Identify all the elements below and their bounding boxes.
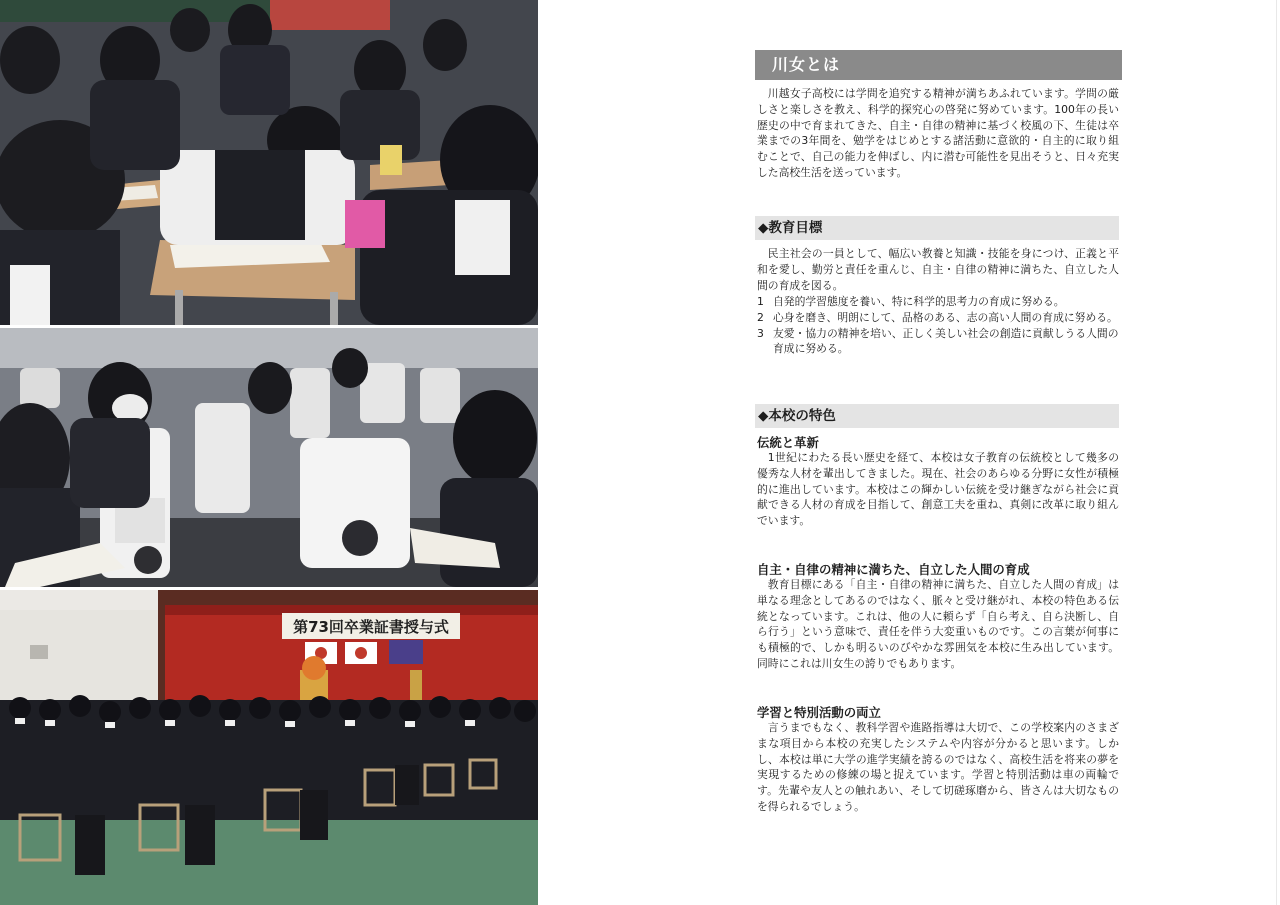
goals-list	[757, 294, 1119, 357]
classroom-photo	[0, 0, 538, 325]
classroom-study-photo-icon	[0, 0, 538, 325]
goal-number: 1	[757, 295, 764, 308]
goal-item	[757, 294, 1119, 310]
features-heading: ◆本校の特色	[755, 404, 1119, 428]
goal-number: 2	[757, 310, 764, 324]
text-page	[538, 0, 1280, 905]
graduation-ceremony-photo	[0, 590, 538, 905]
feature-body-tradition: 1世紀にわたる長い歴史を経て、本校は女子教育の伝統校として幾多の優秀な人材を輩出してきました。現在、社会のあらゆる分野に女性が積極的に進出しています。本校はこの輝かしい伝統を受け継ぎながら社会に貢献できる人材の育成を目指して、創意工夫を重ね、真剣に改革に取り組んでいます。	[757, 451, 1119, 528]
science-lab-photo-icon	[0, 328, 538, 587]
goals-heading: ◆教育目標	[755, 216, 1119, 240]
feature-body-autonomy: 教育目標にある「自主・自律の精神に満ちた、自立した人間の育成」は単なる理念としてあるのではなく、脈々と受け継がれ、本校の特色ある伝統となっています。これは、他の人に頼らず「自ら考え、自ら決断し、自ら行う」という意味で、責任を伴う大変重いものです。この言葉が何事にも積極的で、しかも明るいのびやかな雰囲気を本校に生み出しています。同時にこれは川女生の誇りでもあります。	[757, 578, 1119, 670]
feature-body-balance: 言うまでもなく、教科学習や進路指導は大切で、この学校案内のさまざまな項目から本校の充実したシステムや内容が分かると思います。しかし、本校は単に大学の進学実績を誇るのではなく、高校生活を将来の夢を実現するための修練の場と捉えています。学習と特別活動は車の両輪です。先輩や友人との触れあい、そして切磋琢磨から、皆さんは大切なものを得られるでしょう。	[757, 721, 1119, 813]
about-body: 川越女子高校には学問を追究する精神が満ちあふれています。学問の厳しさと楽しさを教え、科学的探究心の啓発に努めています。100年の長い歴史の中で育まれてきた、自主・自律の精神に基づく校風の下、生徒は卒業までの3年間を、勉学をはじめとする諸活動に意欲的・自主的に取り組むことで、自己の能力を伸ばし、内に潜む可能性を見出そうと、日々充実した高校生活を送っています。	[757, 87, 1119, 179]
ceremony-banner-text: 第73回卒業証書授与式	[293, 618, 449, 636]
feature-heading-balance: 学習と特別活動の両立	[757, 705, 881, 720]
photo-column	[0, 0, 538, 905]
goal-number: 3	[757, 326, 764, 340]
about-title: 川女とは	[755, 50, 1122, 80]
goal-text: 自発的学習態度を養い、特に科学的思考力の育成に努める。	[773, 295, 1065, 308]
feature-heading-autonomy: 自主・自律の精神に満ちた、自立した人間の育成	[757, 562, 1030, 577]
goal-item	[757, 326, 1119, 358]
microscope-lab-photo	[0, 328, 538, 587]
feature-heading-tradition: 伝統と革新	[757, 435, 819, 450]
goal-text: 心身を磨き、明朗にして、品格のある、志の高い人間の育成に努める。	[773, 310, 1118, 324]
goal-text: 友愛・協力の精神を培い、正しく美しい社会の創造に貢献しうる人間の育成に努める。	[773, 326, 1119, 356]
goals-intro: 民主社会の一員として、幅広い教養と知識・技能を身につけ、正義と平和を愛し、勤労と責任を重んじ、自主・自律の精神に満ちた、自立した人間の育成を図る。	[757, 247, 1119, 292]
ceremony-photo-icon	[0, 590, 538, 905]
goal-item	[757, 310, 1119, 326]
